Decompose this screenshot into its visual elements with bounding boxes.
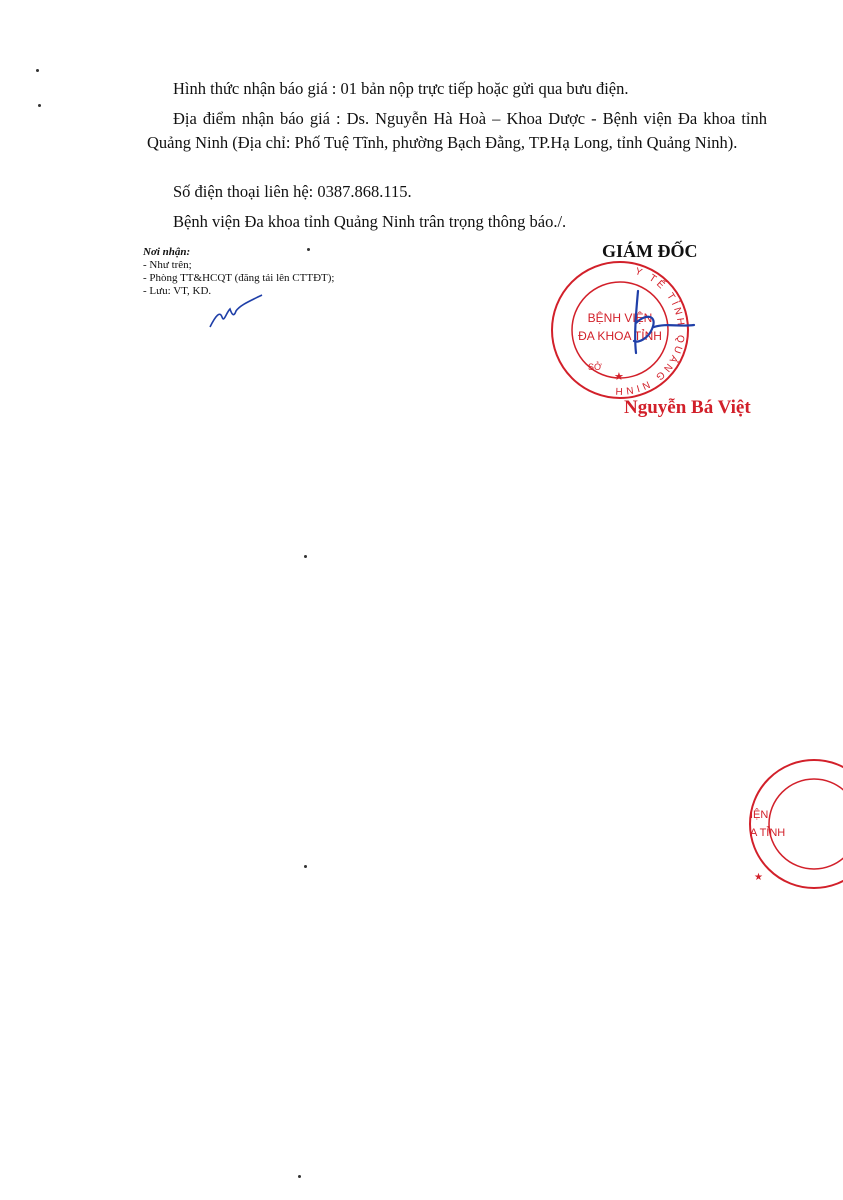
- recipient-item: - Lưu: VT, KD.: [143, 285, 212, 297]
- paragraph-closing: [147, 210, 767, 234]
- partial-stamp-line2: A TỈNH: [750, 827, 786, 839]
- scan-speck: [38, 104, 41, 107]
- stamp-star-icon: ★: [614, 371, 624, 383]
- paragraph-text: Số điện thoại liên hệ: 0387.868.115.: [173, 182, 412, 201]
- stamp-so-text: SỞ: [588, 362, 602, 372]
- paragraph-receipt-method: [147, 77, 767, 101]
- partial-stamp-star-icon: ★: [754, 872, 763, 883]
- paragraph-contact-phone: [147, 180, 767, 204]
- partial-stamp: [744, 758, 843, 894]
- stamp-center-line2: ĐA KHOA TỈNH: [578, 329, 662, 343]
- scan-speck: [36, 69, 39, 72]
- signer-name: Nguyễn Bá Việt: [624, 397, 751, 418]
- recipients-title: Nơi nhận:: [143, 246, 191, 258]
- scan-speck: [304, 865, 307, 868]
- initial-signature-mark: [206, 293, 266, 333]
- paragraph-receipt-location: [147, 107, 767, 155]
- stamp-ring-text: Y TẾ TỈNH QUẢNG NINH: [612, 266, 687, 397]
- recipient-item: - Phòng TT&HCQT (đăng tải lên CTTĐT);: [143, 272, 335, 284]
- scan-speck: [304, 555, 307, 558]
- recipient-item: - Như trên;: [143, 259, 192, 271]
- recipients-block: [143, 246, 334, 298]
- partial-stamp-line1: IỆN: [750, 809, 769, 821]
- scan-speck: [298, 1175, 301, 1178]
- paragraph-text: Địa điểm nhận báo giá : Ds. Nguyễn Hà Hoà – Khoa Dược - Bệnh viện Đa khoa tỉnh Quảng Ninh (Địa chỉ: Phố Tuệ Tĩnh, phường Bạch Đằng, TP.Hạ Long, tỉnh Quảng Ninh).: [147, 109, 767, 152]
- signer-title: GIÁM ĐỐC: [602, 241, 698, 261]
- director-signature: [624, 283, 704, 363]
- paragraph-text: Hình thức nhận báo giá : 01 bản nộp trực tiếp hoặc gửi qua bưu điện.: [173, 79, 629, 98]
- stamp-center-line1: BỆNH VIỆN: [587, 311, 653, 325]
- paragraph-text: Bệnh viện Đa khoa tỉnh Quảng Ninh trân trọng thông báo./.: [173, 212, 567, 231]
